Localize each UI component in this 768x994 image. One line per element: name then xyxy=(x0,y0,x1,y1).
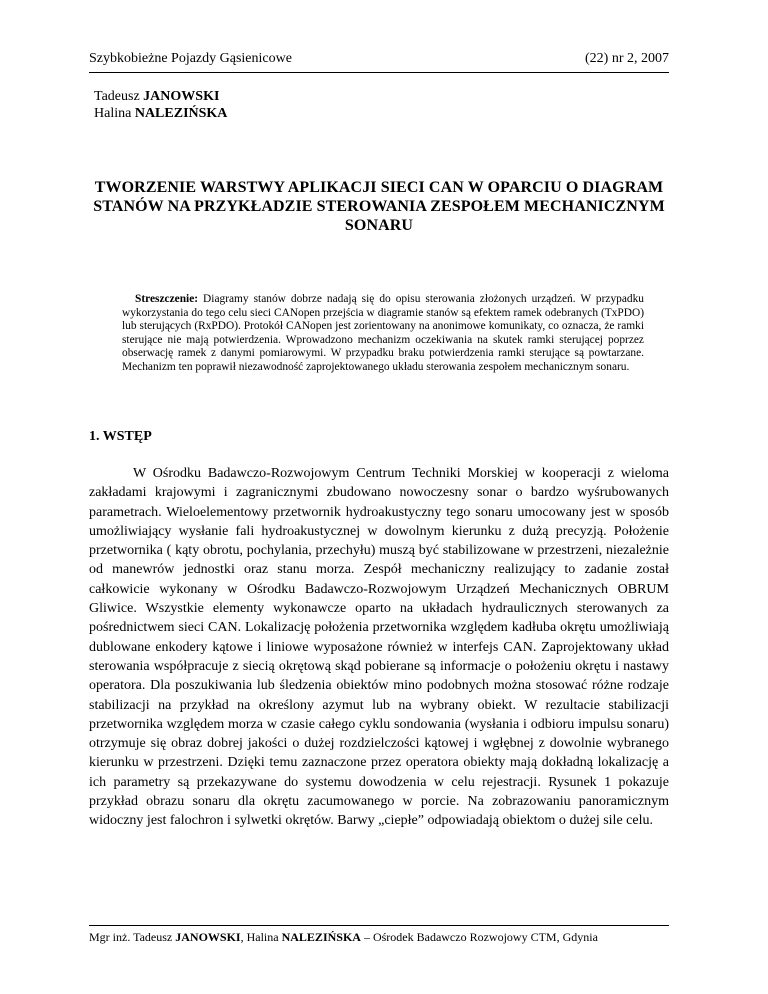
author-list xyxy=(94,88,227,122)
footer-suffix: – Ośrodek Badawczo Rozwojowy CTM, Gdynia xyxy=(360,930,598,944)
header-rule xyxy=(89,72,669,73)
author-2 xyxy=(94,105,227,122)
footer-name-1: JANOWSKI xyxy=(175,930,241,944)
paper-title: TWORZENIE WARSTWY APLIKACJI SIECI CAN W OPARCIU O DIAGRAM STANÓW NA PRZYKŁADZIE STEROWANIA ZESPOŁEM MECHANICZNYM SONARU xyxy=(93,179,665,234)
abstract-text: Diagramy stanów dobrze nadają się do opisu sterowania złożonych urządzeń. W przypadku wykorzystania do tego celu sieci CANopen przejścia w diagramie stanów są efektem ramek odebranych (TxPDO) lub sterujących (RxPDO). Protokół CANopen jest zorientowany na anonimowe komunikaty, co oznacza, że ramki sterujące nie mają potwierdzenia. Wprowadzono mechanizm oczekiwania na skutek ramki sterującej poprzez obserwację ramek z danymi pomiarowymi. W przypadku braku potwierdzenia ramki sterujące są powtarzane. Mechanizm ten poprawił niezawodność zaprojektowanego układu sterowania zespołem mechanicznym sonaru. xyxy=(122,293,644,373)
footer-mid: , Halina xyxy=(240,930,282,944)
footer-prefix: Mgr inż. Tadeusz xyxy=(89,930,176,944)
issue-number: (22) nr 2, 2007 xyxy=(585,51,669,66)
author-last-name: NALEZIŃSKA xyxy=(134,106,228,121)
abstract xyxy=(122,293,644,375)
footer-name-2: NALEZIŃSKA xyxy=(281,930,361,944)
section-heading: 1. WSTĘP xyxy=(89,429,152,444)
journal-name: Szybkobieżne Pojazdy Gąsienicowe xyxy=(89,51,292,66)
author-first-name: Halina xyxy=(94,106,132,121)
author-last-name: JANOWSKI xyxy=(143,89,220,104)
author-first-name: Tadeusz xyxy=(94,89,140,104)
footer-rule xyxy=(89,925,669,926)
running-header xyxy=(89,51,669,71)
author-affiliation-footer xyxy=(89,930,679,945)
body-paragraph: W Ośrodku Badawczo-Rozwojowym Centrum Techniki Morskiej w kooperacji z wieloma zakładami krajowymi i zagranicznymi zbudowano nowoczesny sonar o bardzo wyśrubowanych parametrach. Wieloelementowy przetwornik hydroakustyczny tego sonaru umocowany jest w sposób umożliwiający wysłanie fali hydroakustycznej w dowolnym kierunku z dużą precyzją. Położenie przetwornika ( kąty obrotu, pochylania, przechyłu) muszą być stabilizowane w przestrzeni, niezależnie od manewrów jednostki oraz stanu morza. Zespół mechaniczny realizujący to zadanie został całkowicie wykonany w Ośrodku Badawczo-Rozwojowym Urządzeń Mechanicznych OBRUM Gliwice. Wszystkie elementy wykonawcze oparto na układach hydraulicznych sterowanych za pośrednictwem sieci CAN. Lokalizację położenia przetwornika względem kadłuba okrętu umożliwiają dublowane enkodery kątowe i liniowe wyposażone również w interfejs CAN. Zaprojektowany układ sterowania współpracuje z siecią okrętową skąd pobierane są informacje o położeniu okrętu i nastawy operatora. Dla poszukiwania lub śledzenia obiektów mino podobnych można stosować różne rodzaje stabilizacji na przykład na określony azymut lub na wybrany obiekt. W rezultacie stabilizacji przetwornika względem morza w czasie całego cyklu sondowania (wysłania i odbioru impulsu sonaru) otrzymuje się obraz dobrej jakości o dużej rozdzielczości kątowej i wgłębnej z dowolnie wybranego kierunku w przestrzeni. Dzięki temu zaznaczone przez operatora obiekty mają dokładną lokalizację a ich parametry są przekazywane do systemu dowodzenia w celu rejestracji. Rysunek 1 pokazuje przykład obrazu sonaru dla okrętu zacumowanego w porcie. Na zobrazowaniu panoramicznym widoczny jest falochron i sylwetki okrętów. Barwy „ciepłe” odpowiadają obiektom o dużej sile celu. xyxy=(89,466,669,829)
author-1 xyxy=(94,88,227,105)
abstract-label: Streszczenie: xyxy=(135,293,199,305)
